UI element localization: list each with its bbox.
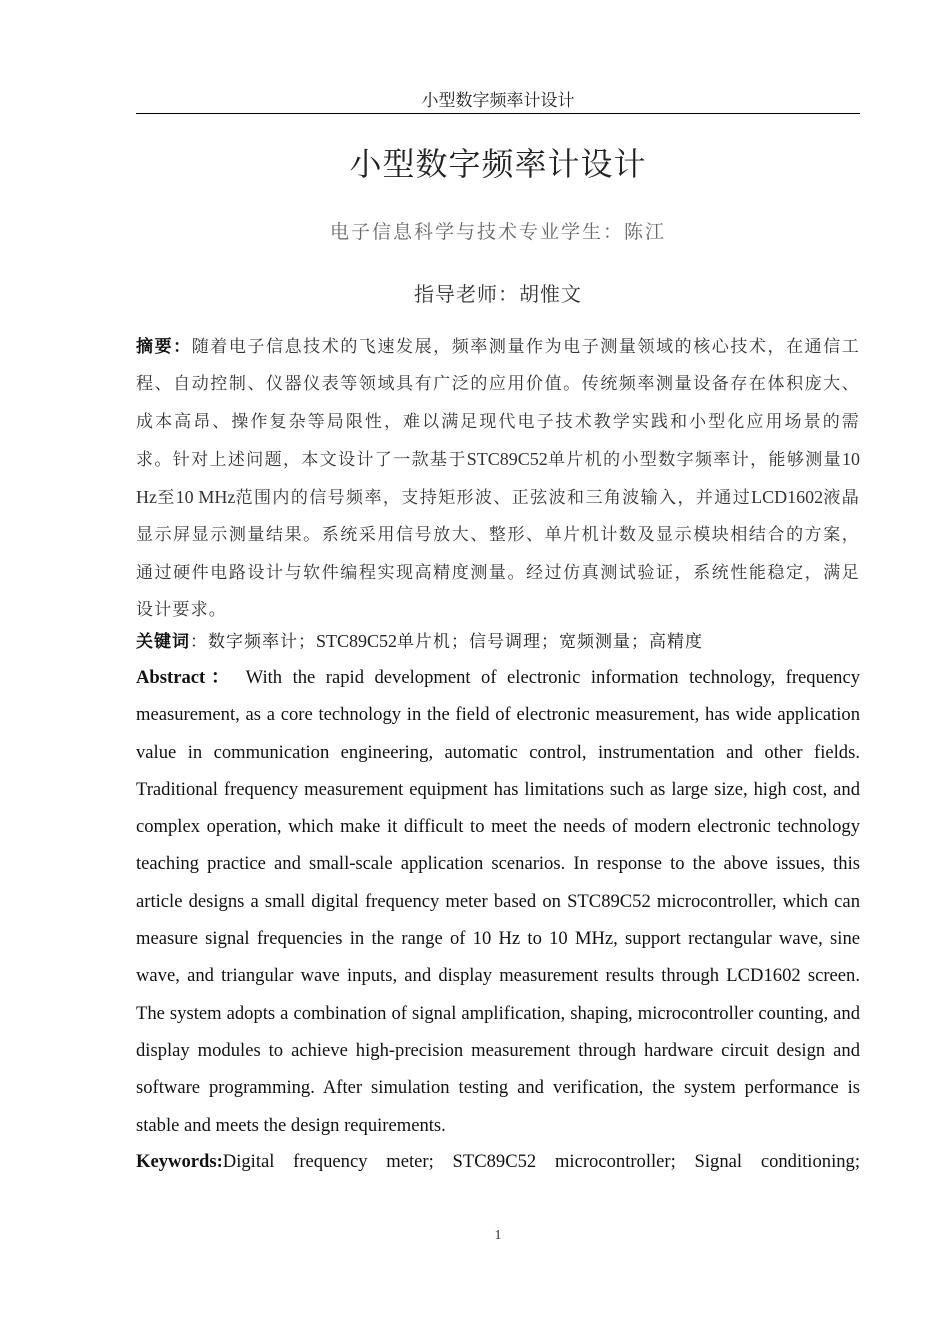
paper-title: 小型数字频率计设计 (349, 145, 647, 183)
abstract-chinese (136, 329, 860, 629)
abstract-cn-lcd: LCD1602 (751, 487, 824, 508)
keywords-cn-label: 关键词 (136, 632, 190, 652)
abstract-en-label: Abstract： (136, 667, 236, 688)
abstract-cn-text-1: 随着电子信息技术的飞速发展，频率测量作为电子测量领域的核心技术，在通信工程、自动控制、仪器仪表等领域具有广泛的应用价值。传统频率测量设备存在体积庞大、成本高昂、操作复杂等局限性，难以满足现代电子技术教学实践和小型化应用场景的需求。针对上述问题，本文设计了一款基于 (136, 337, 861, 470)
abstract-cn-text-5: 液晶显示屏显示测量结果。系统采用信号放大、整形、单片机计数及显示模块相结合的方案，通过硬件电路设计与软件编程实现高精度测量。经过仿真测试验证，系统性能稳定，满足设计要求。 (136, 488, 861, 621)
abstract-cn-range-high: 10 MHz (175, 487, 236, 508)
page-number: 1 (494, 1228, 502, 1243)
abstract-en-text: With the rapid development of electronic information technology, frequency measurement, as a core technology in the field of electronic measurement, has wide application value in communication engineering, automatic control, instrumentation and other fields. Traditional frequency measurement equipment has limitations such as large size, high cost, and complex operation, which make it difficult to meet the needs of modern electronic technology teaching practice and small-scale application scenarios. In response to the above issues, this article designs a small digital frequency meter based on STC89C52 microcontroller, which can measure signal frequencies in the range of 10 Hz to 10 MHz, support rectangular wave, sine wave, and triangular wave inputs, and display measurement results through LCD1602 screen. The system adopts a combination of signal amplification, shaping, microcontroller counting, and display modules to achieve high-precision measurement through hardware circuit design and software programming. After simulation testing and verification, the system performance is stable and meets the design requirements. (136, 667, 860, 1136)
abstract-cn-text-3: 至 (157, 488, 176, 509)
keywords-en-text: Digital frequency meter; STC89C52 microcontroller; Signal conditioning; (222, 1151, 860, 1172)
keywords-chinese (136, 626, 860, 657)
header-rule (136, 113, 860, 114)
keywords-cn-kw2-rest: 单片机；信号调理；宽频测量；高精度 (397, 632, 704, 652)
abstract-cn-mcu: STC89C52 (466, 448, 548, 469)
keywords-english (136, 1143, 860, 1180)
abstract-cn-text-2: 单片机的小型数字频率计，能够测量 (547, 449, 842, 470)
keywords-cn-kw2-latin: STC89C52 (316, 631, 398, 651)
abstract-cn-label: 摘要： (136, 337, 192, 357)
abstract-english (136, 659, 860, 1144)
running-header: 小型数字频率计设计 (421, 91, 575, 111)
abstract-cn-range-low: 10 Hz (136, 448, 860, 508)
author-line: 电子信息科学与技术专业学生：陈江 (329, 221, 666, 243)
keywords-cn-kw1: 数字频率计； (208, 632, 316, 652)
keywords-cn-colon: ： (190, 632, 208, 652)
advisor-line: 指导老师：胡惟文 (414, 282, 582, 306)
abstract-cn-text-4: 范围内的信号频率，支持矩形波、正弦波和三角波输入，并通过 (235, 488, 752, 509)
keywords-en-label: Keywords: (136, 1151, 223, 1172)
